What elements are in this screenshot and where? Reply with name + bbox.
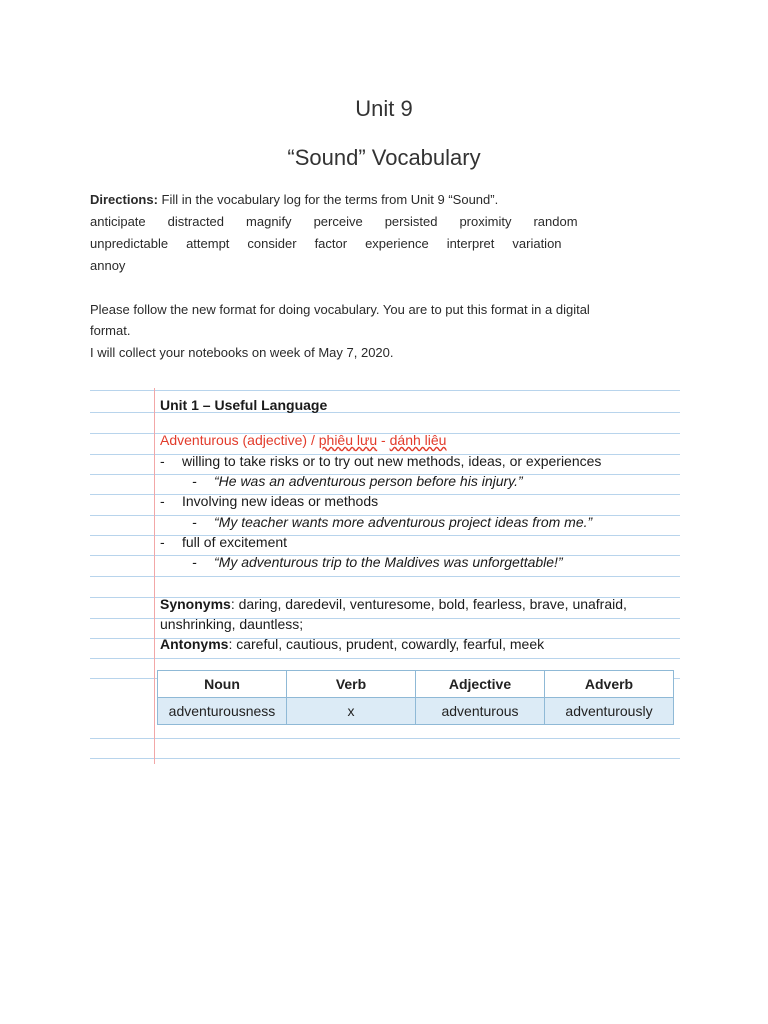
example-word-line	[160, 432, 446, 448]
example-sentence-3: - “My adventurous trip to the Maldives was unforgettable!”	[192, 554, 563, 570]
margin-line	[154, 388, 155, 764]
separator: -	[377, 432, 390, 448]
term: distracted	[167, 214, 225, 229]
translation-1: phiêu lưu	[318, 432, 378, 448]
antonyms-line: Antonyms: careful, cautious, prudent, cowardly, fearful, meek	[160, 636, 545, 652]
term: consider	[247, 236, 297, 251]
cell-adjective: adventurous	[416, 698, 545, 725]
term: magnify	[246, 214, 292, 229]
word-and-part-of-speech: Adventurous (adjective) /	[160, 432, 319, 448]
table-header-row	[158, 671, 674, 698]
directions-label: Directions:	[90, 192, 158, 207]
synonyms-line-1: Synonyms: daring, daredevil, venturesome, bold, fearless, brave, unafraid,	[160, 596, 627, 612]
cell-adverb: adventurously	[545, 698, 674, 725]
translation-2: dánh liêu	[389, 432, 447, 448]
notebook-example	[90, 360, 680, 770]
word-forms-table	[157, 670, 674, 725]
rule-line	[90, 658, 680, 659]
term: interpret	[446, 236, 495, 251]
directions	[90, 189, 498, 211]
antonyms-label: Antonyms	[160, 636, 229, 652]
term: random	[533, 214, 578, 229]
synonyms-label: Synonyms	[160, 596, 231, 612]
terms-row-1	[90, 211, 600, 233]
definition-3: - full of excitement	[160, 534, 288, 550]
header-adverb: Adverb	[545, 671, 674, 698]
page-title: “Sound” Vocabulary	[287, 145, 481, 170]
unit-heading: Unit 9	[355, 96, 413, 121]
directions-text: Fill in the vocabulary log for the terms from Unit 9 “Sound”.	[157, 192, 499, 207]
header-noun: Noun	[158, 671, 287, 698]
rule-line	[90, 758, 680, 759]
instructions-line-2: format.	[90, 323, 131, 338]
cell-noun: adventurousness	[158, 698, 287, 725]
example-sentence-1: - “He was an adventurous person before his injury.”	[192, 473, 523, 489]
term: proximity	[459, 214, 512, 229]
example-sentence-2: - “My teacher wants more adventurous project ideas from me.”	[192, 514, 593, 530]
rule-line	[90, 738, 680, 739]
instructions-line-3: I will collect your notebooks on week of May 7, 2020.	[90, 345, 394, 360]
term: persisted	[384, 214, 438, 229]
rule-line	[90, 576, 680, 577]
term: anticipate	[90, 214, 146, 229]
term: factor	[314, 236, 348, 251]
rule-line	[90, 390, 680, 391]
terms-row-3	[90, 255, 147, 277]
term: variation	[512, 236, 562, 251]
term: attempt	[186, 236, 230, 251]
term: annoy	[90, 258, 126, 273]
terms-row-2	[90, 233, 580, 255]
header-adjective: Adjective	[416, 671, 545, 698]
header-verb: Verb	[287, 671, 416, 698]
example-heading: Unit 1 – Useful Language	[160, 397, 328, 413]
instructions-line-1: Please follow the new format for doing vocabulary. You are to put this format in a digital	[90, 302, 590, 317]
cell-verb: x	[287, 698, 416, 725]
definition-2: - Involving new ideas or methods	[160, 493, 379, 509]
definition-1: - willing to take risks or to try out new methods, ideas, or experiences	[160, 453, 602, 469]
synonyms-line-2: unshrinking, dauntless;	[160, 616, 304, 632]
table-row	[158, 698, 674, 725]
term: experience	[365, 236, 429, 251]
term: perceive	[313, 214, 363, 229]
term: unpredictable	[90, 236, 169, 251]
